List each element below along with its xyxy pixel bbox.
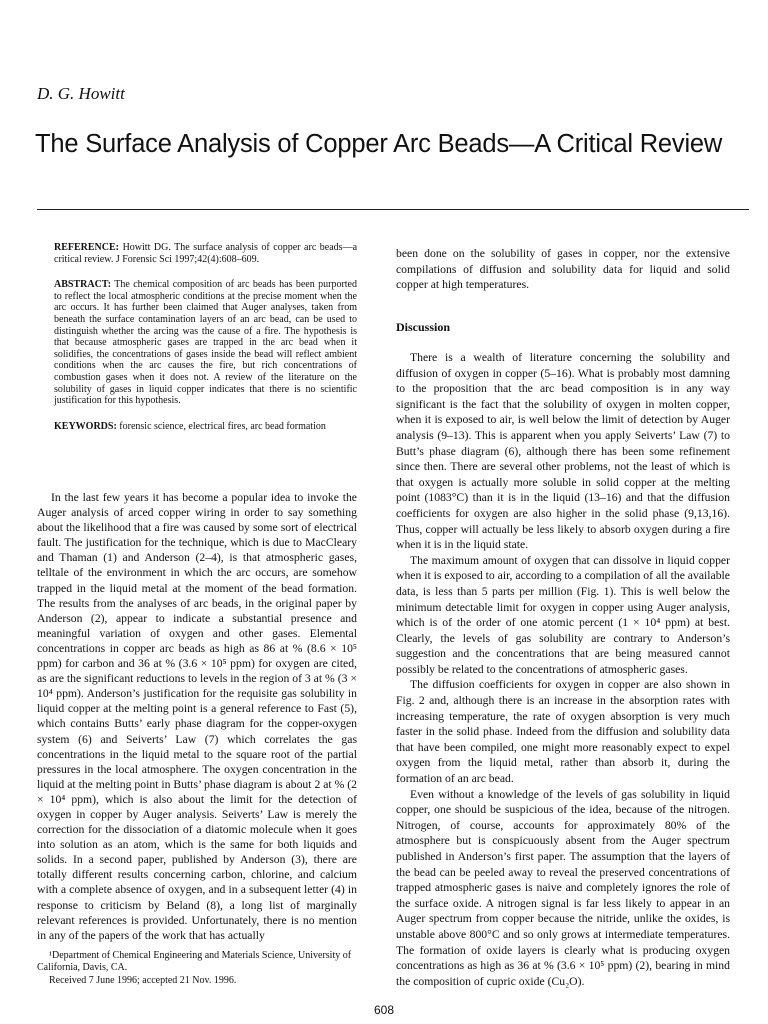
continuation-paragraph: been done on the solubility of gases in copper, nor the extensive compilations of diffusion and solubility data for liquid and solid copper at high temperatures.	[396, 247, 730, 292]
reference-paragraph	[54, 242, 357, 265]
keywords-text: forensic science, electrical fires, arc bead formation	[119, 420, 326, 432]
title-rule	[37, 209, 749, 210]
author-name: D. G. Howitt	[37, 84, 125, 103]
body-paragraph: The maximum amount of oxygen that can dissolve in liquid copper when it is exposed to air, according to a compilation of all the available data, is less than 5 parts per million (Fig. 1). This is well below the minimum detectable limit for oxygen in copper using Auger analysis, which is of the order of one atomic percent (1 × 10⁴ ppm) at best. Clearly, the levels of gas solubility are contrary to Anderson’s suggestion and the concentrations that are being measured cannot possibly be related to the concentrations of atmospheric gases.	[396, 553, 730, 676]
body-paragraph: There is a wealth of literature concerning the solubility and diffusion of oxygen in copper (5–16). What is probably most damning to the proposition that the arc bead composition is in any way significant is the fact that the solubility of oxygen in molten copper, when it is exposed to air, is well below the limit of detection by Auger analysis (9–13). This is apparent when you apply Seiverts’ Law (7) to Butt’s phase diagram (6), although there has been some refinement since then. There are several other problems, not the least of which is that oxygen is actually more soluble in solid copper at the melting point (1083°C) than it is in the liquid (13–16) and that the diffusion coefficients for oxygen are also higher in the solid phase (9,13,16). Thus, copper will actually be less likely to absorb oxygen during a fire when it is in the liquid state.	[396, 351, 730, 552]
right-column-body	[396, 350, 730, 989]
keywords-label: KEYWORDS:	[54, 420, 117, 432]
reference-label: REFERENCE:	[54, 242, 120, 253]
footnote-received: Received 7 June 1996; accepted 21 Nov. 1996.	[49, 974, 237, 986]
article-title: The Surface Analysis of Copper Arc Beads—A Critical Review	[35, 130, 723, 158]
body-paragraph: In the last few years it has become a popular idea to invoke the Auger analysis of arced copper wiring in order to say something about the likelihood that a fire was caused by some sort of electrical fault. The justification for the technique, which is due to MacCleary and Thaman (1) and Anderson (2–4), is that atmospheric gases, telltale of the environment in which the arc occurs, are somehow trapped in the liquid metal at the moment of the bead formation. The results from the analyses of arc beads, in the original paper by Anderson (2), appear to indicate a substantial presence and meaningful variation of oxygen and other gases. Elemental concentrations in copper arc beads as high as 86 at % (8.6 × 10⁵ ppm) for carbon and 36 at % (3.6 × 10⁵ ppm) for oxygen are cited, as are the significant reductions to levels in the region of 3 at % (3 × 10⁴ ppm). Anderson’s justification for the requisite gas solubility in liquid copper at the melting point is a general reference to Fast (5), which contains Butts’ early phase diagram for the copper-oxygen system (6) and Seiverts’ Law (7) which correlates the gas concentrations in the liquid metal to the square root of the partial pressures in the local atmosphere. The oxygen concentration in the liquid at the melting point in Butts’ phase diagram is about 2 at % (2 × 10⁴ ppm), which is also about the limit for the detection of oxygen in copper by Auger analysis. Seiverts’ Law is merely the correction for the dissociation of a diatomic molecule when it goes into solution as an atom, which is the same for both liquids and solids. In a second paper, published by Anderson (3), there are totally different results concerning carbon, chlorine, and calcium with a complete absence of oxygen, and in a subsequent letter (4) in response to criticism by Beland (8), a long list of marginally relevant references is provided. Unfortunately, there is no mention in any of the papers of the work that has actually	[37, 491, 357, 942]
right-column-continuation	[396, 246, 730, 293]
footnote-affiliation: ¹Department of Chemical Engineering and Materials Science, University of California, Davis, CA.	[37, 950, 352, 974]
left-column-body	[37, 490, 357, 943]
abstract-label: ABSTRACT:	[54, 279, 112, 291]
abstract-block	[54, 242, 357, 446]
body-paragraph: Even without a knowledge of the levels of gas solubility in liquid copper, one should be suspicious of the idea, because of the nitrogen. Nitrogen, of course, accounts for approximately 80% of the atmosphere but is conspicuously absent from the Auger spectrum published in Anderson’s first paper. The assumption that the layers of the bead can be peeled away to reveal the preserved concentrations of trapped atmospheric gases is naive and completely ignores the role of the surface oxide. A nitrogen signal is far less likely to appear in an Auger spectrum from copper because the nitride, unlike the oxides, is unstable above 800°C and so only grows at intermediate temperatures. The formation of oxide layers is clearly what is producing oxygen concentrations as high as 36 at % (3.6 × 10⁵ ppm) (2), bearing in mind the composition of cupric oxide (Cu₂O).	[396, 787, 730, 988]
footnote	[37, 950, 357, 987]
reference-text: Howitt DG. The surface analysis of copper arc beads—a critical review. J Forensic Sci 1997;42(4):608–609.	[54, 242, 358, 265]
section-heading-discussion: Discussion	[396, 320, 451, 334]
abstract-text: The chemical composition of arc beads has been purported to reflect the local atmospheric conditions at the precise moment when the arc occurs. It has further been claimed that Auger analyses, taken from beneath the surface contamination layers of an arc bead, can be used to distinguish whether the arcing was the cause of a fire. The hypothesis is that because atmospheric gases are trapped in the arc bead when it solidifies, the concentrations of gases inside the bead will reflect ambient conditions when the arc causes the fire, but rich concentrations of combustion gases when it does not. A review of the literature on the solubility of gases in liquid copper indicates that there is no scientific justification for this hypothesis.	[54, 279, 357, 407]
page-number: 608	[373, 1003, 395, 1017]
body-paragraph: The diffusion coefficients for oxygen in copper are also shown in Fig. 2 and, although there is an increase in the absorption rates with increasing temperature, the rate of oxygen absorption is very much faster in the solid phase. Indeed from the diffusion and solubility data that have been compiled, one might more reasonably expect to expel oxygen from the liquid metal, rather than absorb it, during the formation of an arc bead.	[396, 678, 730, 786]
keywords-paragraph	[54, 421, 357, 433]
abstract-paragraph	[54, 279, 357, 407]
